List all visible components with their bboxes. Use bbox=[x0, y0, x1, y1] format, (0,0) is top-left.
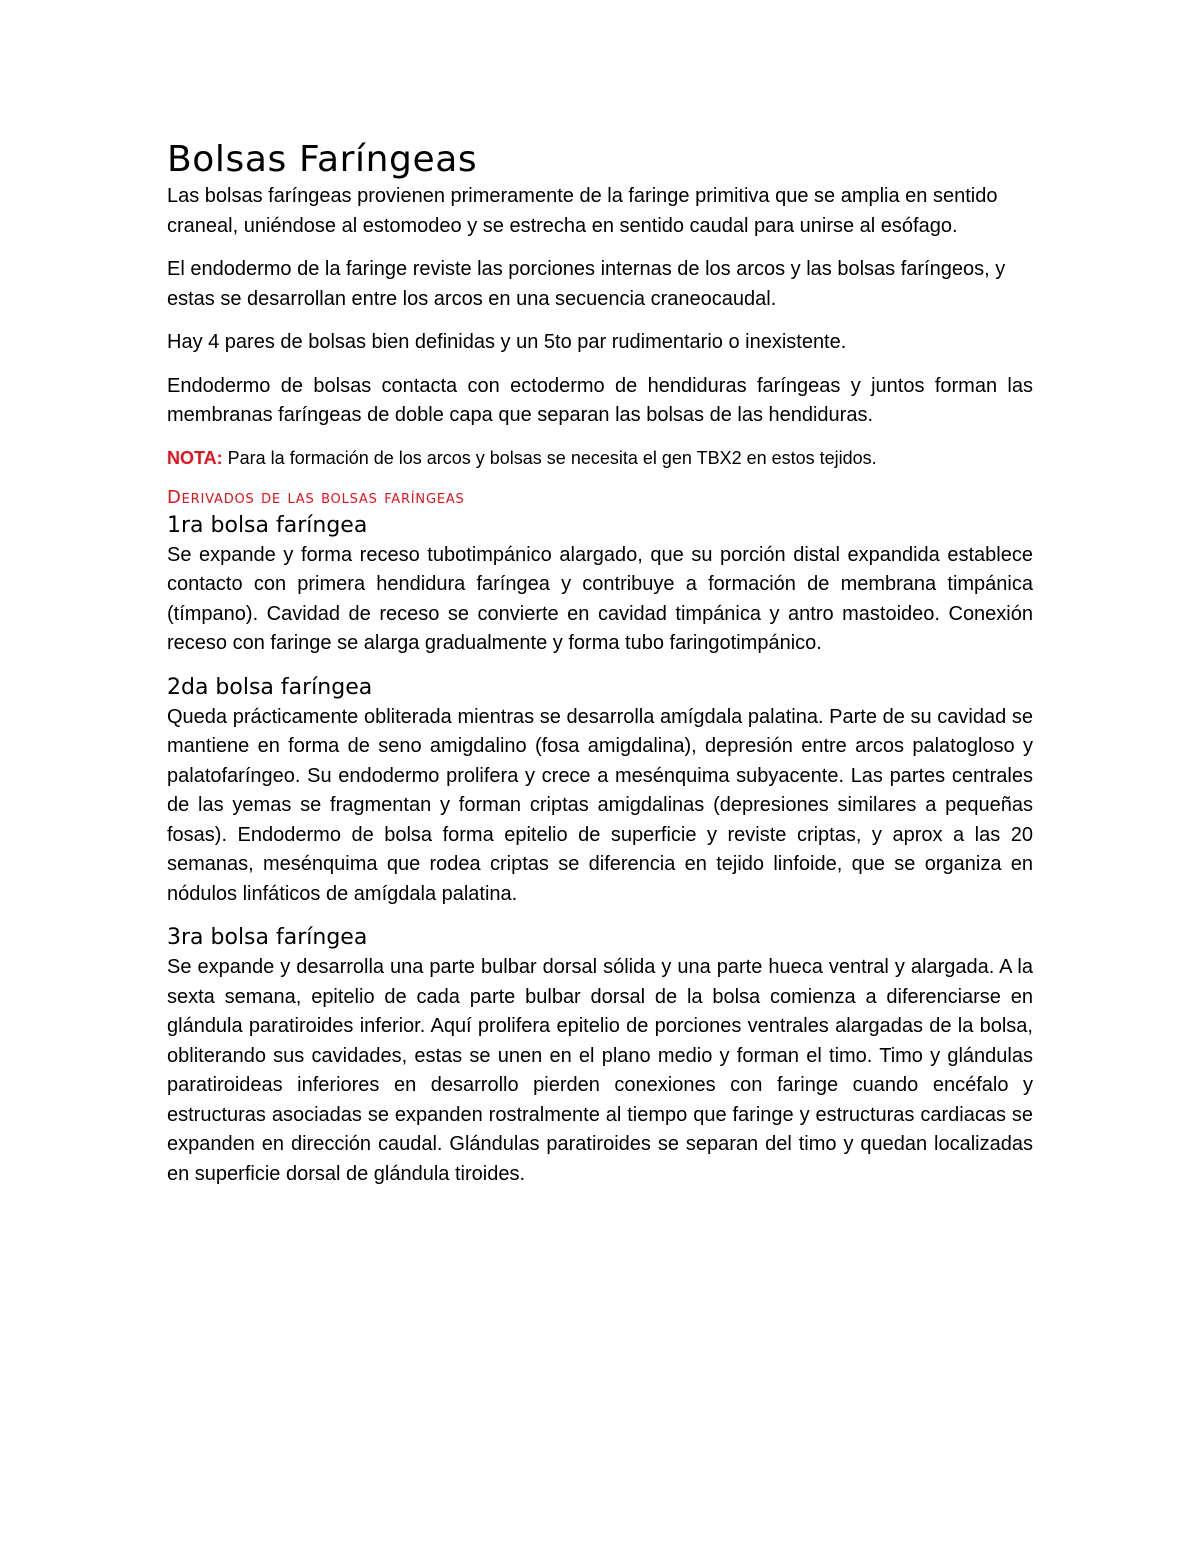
subsection-text-1: Se expande y forma receso tubotimpánico alargado, que su porción distal expandida establece contacto con primera hendidura faríngea y contribuye a formación de membrana timpánica (tímpano). Cavidad de receso se convierte en cavidad timpánica y antro mastoideo. Conexión receso con faringe se alarga gradualmente y forma tubo faringotimpánico. bbox=[167, 543, 1033, 654]
section-heading-derivados: Derivados de las bolsas faríngeas bbox=[167, 486, 465, 508]
subsection-heading-2: 2da bolsa faríngea bbox=[167, 674, 373, 700]
subsection-text-3: Se expande y desarrolla una parte bulbar dorsal sólida y una parte hueca ventral y alargada. A la sexta semana, epitelio de cada parte bulbar dorsal de la bolsa comienza a diferenciarse en glándula paratiroides inferior. Aquí prolifera epitelio de porciones ventrales alargadas de la bolsa, obliterando sus cavidades, estas se unen en el plano medio y forman el timo. Timo y glándulas paratiroideas inferiores en desarrollo pierden conexiones con faringe cuando encéfalo y estructuras asociadas se expanden rostralmente al tiempo que faringe y estructuras cardiacas se expanden en dirección caudal. Glándulas paratiroides se separan del timo y quedan localizadas en superficie dorsal de glándula tiroides. bbox=[167, 956, 1033, 1185]
note-label: NOTA: bbox=[167, 447, 223, 468]
note-text: Para la formación de los arcos y bolsas se necesita el gen TBX2 en estos tejidos. bbox=[222, 447, 877, 468]
intro-paragraph-4: Endodermo de bolsas contacta con ectodermo de hendiduras faríngeas y juntos forman las membranas faríngeas de doble capa que separan las bolsas de las hendiduras. bbox=[167, 374, 1033, 426]
page-title: Bolsas Faríngeas bbox=[167, 139, 478, 180]
document-page bbox=[167, 138, 1033, 1203]
subsection-heading-1: 1ra bolsa faríngea bbox=[167, 512, 368, 538]
note-paragraph bbox=[167, 445, 1033, 471]
intro-paragraph-3: Hay 4 pares de bolsas bien definidas y un 5to par rudimentario o inexistente. bbox=[167, 331, 847, 353]
intro-paragraph-1: Las bolsas faríngeas provienen primeramente de la faringe primitiva que se amplia en sentido craneal, uniéndose al estomodeo y se estrecha en sentido caudal para unirse al esófago. bbox=[167, 185, 998, 237]
intro-paragraph-2: El endodermo de la faringe reviste las porciones internas de los arcos y las bolsas faríngeos, y estas se desarrollan entre los arcos en una secuencia craneocaudal. bbox=[167, 258, 1006, 310]
subsection-text-2: Queda prácticamente obliterada mientras se desarrolla amígdala palatina. Parte de su cavidad se mantiene en forma de seno amigdalino (fosa amigdalina), depresión entre arcos palatogloso y palatofaríngeo. Su endodermo prolifera y crece a mesénquima subyacente. Las partes centrales de las yemas se fragmentan y forman criptas amigdalinas (depresiones similares a pequeñas fosas). Endodermo de bolsa forma epitelio de superficie y reviste criptas, y aprox a las 20 semanas, mesénquima que rodea criptas se diferencia en tejido linfoide, que se organiza en nódulos linfáticos de amígdala palatina. bbox=[167, 705, 1033, 905]
subsection-heading-3: 3ra bolsa faríngea bbox=[167, 925, 368, 950]
